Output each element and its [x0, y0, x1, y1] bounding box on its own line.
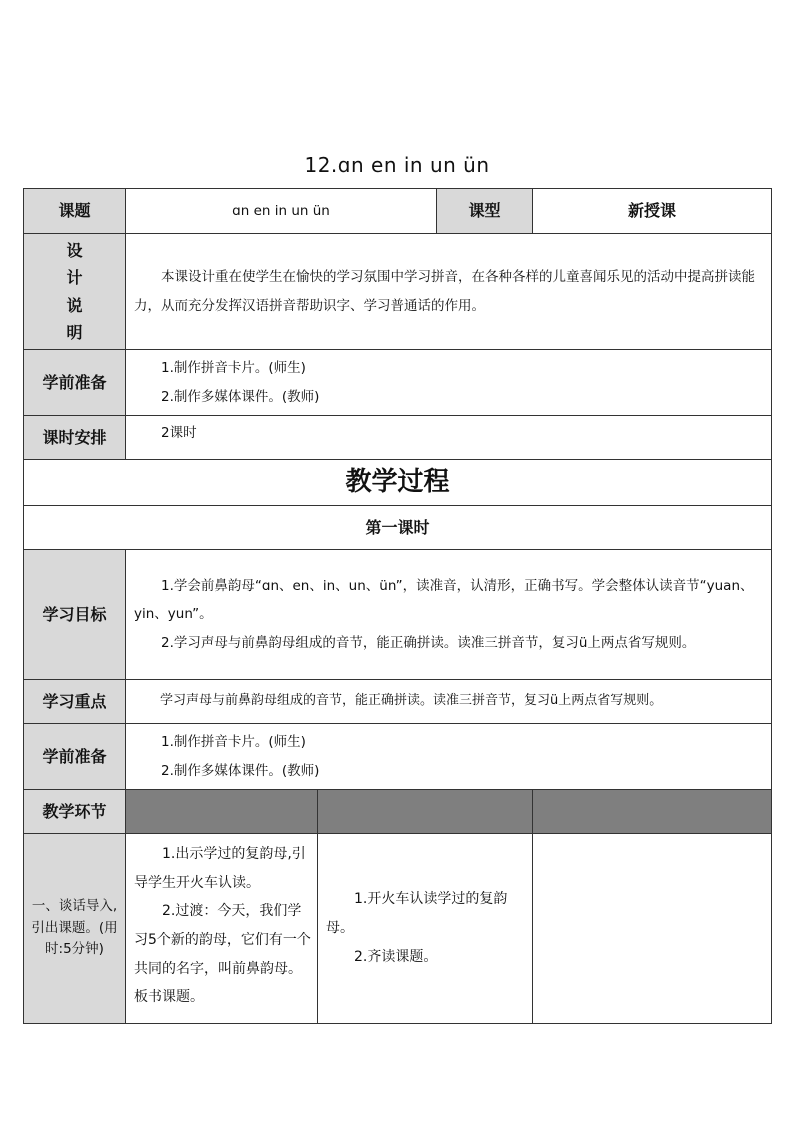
student-activity-item: 1.开火车认读学过的复韵母。 [326, 891, 508, 937]
topic-row [24, 189, 772, 234]
type-value: 新授课 [533, 189, 772, 234]
teacher-column-header [126, 790, 318, 834]
prep-label: 学前准备 [24, 350, 126, 416]
process-heading: 教学过程 [24, 460, 772, 506]
prep2-item: 1.制作拼音卡片。(师生) [161, 734, 306, 751]
focus-label: 学习重点 [24, 680, 126, 724]
student-column-header [318, 790, 533, 834]
design-label: 设 计 说 明 [24, 234, 126, 350]
student-activity [318, 834, 533, 1024]
goals-items [126, 550, 772, 680]
step-segment: 一、谈话导入,引出课题。(用时:5分钟) [24, 834, 126, 1024]
notes-column-header [533, 790, 772, 834]
type-label: 课型 [437, 189, 533, 234]
design-row [24, 234, 772, 350]
goals-row [24, 550, 772, 680]
focus-text: 学习声母与前鼻韵母组成的音节，能正确拼读。读准三拼音节，复习ü上两点省写规则。 [126, 680, 772, 724]
prep2-item: 2.制作多媒体课件。(教师) [161, 762, 320, 779]
process-heading-row [24, 460, 772, 506]
prep-items [126, 350, 772, 416]
topic-label: 课题 [24, 189, 126, 234]
prep-row [24, 350, 772, 416]
lesson-plan-table [23, 188, 772, 1024]
page-title: 12.ɑn en in un ün [304, 153, 490, 177]
teacher-activity-item: 2.过渡：今天，我们学习5个新的韵母，它们有一个共同的名字，叫前鼻韵母。板书课题。 [134, 903, 311, 1006]
teacher-activity [126, 834, 318, 1024]
schedule-label: 课时安排 [24, 416, 126, 460]
student-activity-item: 2.齐读课题。 [354, 948, 438, 965]
prep2-items [126, 724, 772, 790]
topic-value: ɑn en in un ün [126, 189, 437, 234]
steps-label: 教学环节 [24, 790, 126, 834]
lesson-heading: 第一课时 [24, 506, 772, 550]
teacher-activity-item: 1.出示学过的复韵母,引导学生开火车认读。 [134, 846, 306, 891]
schedule-row [24, 416, 772, 460]
prep2-label: 学前准备 [24, 724, 126, 790]
goal-item: 1.学会前鼻韵母“ɑn、en、in、un、ün”，读准音，认清形，正确书写。学会整体认读音节“yuan、yin、yun”。 [134, 577, 754, 623]
steps-header-row [24, 790, 772, 834]
design-text: 本课设计重在使学生在愉快的学习氛围中学习拼音，在各种各样的儿童喜闻乐见的活动中提高拼读能力，从而充分发挥汉语拼音帮助识字、学习普通话的作用。 [126, 234, 772, 350]
schedule-value: 2课时 [126, 416, 772, 460]
focus-row [24, 680, 772, 724]
goal-item: 2.学习声母与前鼻韵母组成的音节，能正确拼读。读准三拼音节，复习ü上两点省写规则。 [161, 634, 696, 651]
step-row [24, 834, 772, 1024]
prep-item: 2.制作多媒体课件。(教师) [161, 388, 320, 405]
prep2-row [24, 724, 772, 790]
goals-label: 学习目标 [24, 550, 126, 680]
lesson-heading-row [24, 506, 772, 550]
step-notes [533, 834, 772, 1024]
prep-item: 1.制作拼音卡片。(师生) [161, 360, 306, 377]
